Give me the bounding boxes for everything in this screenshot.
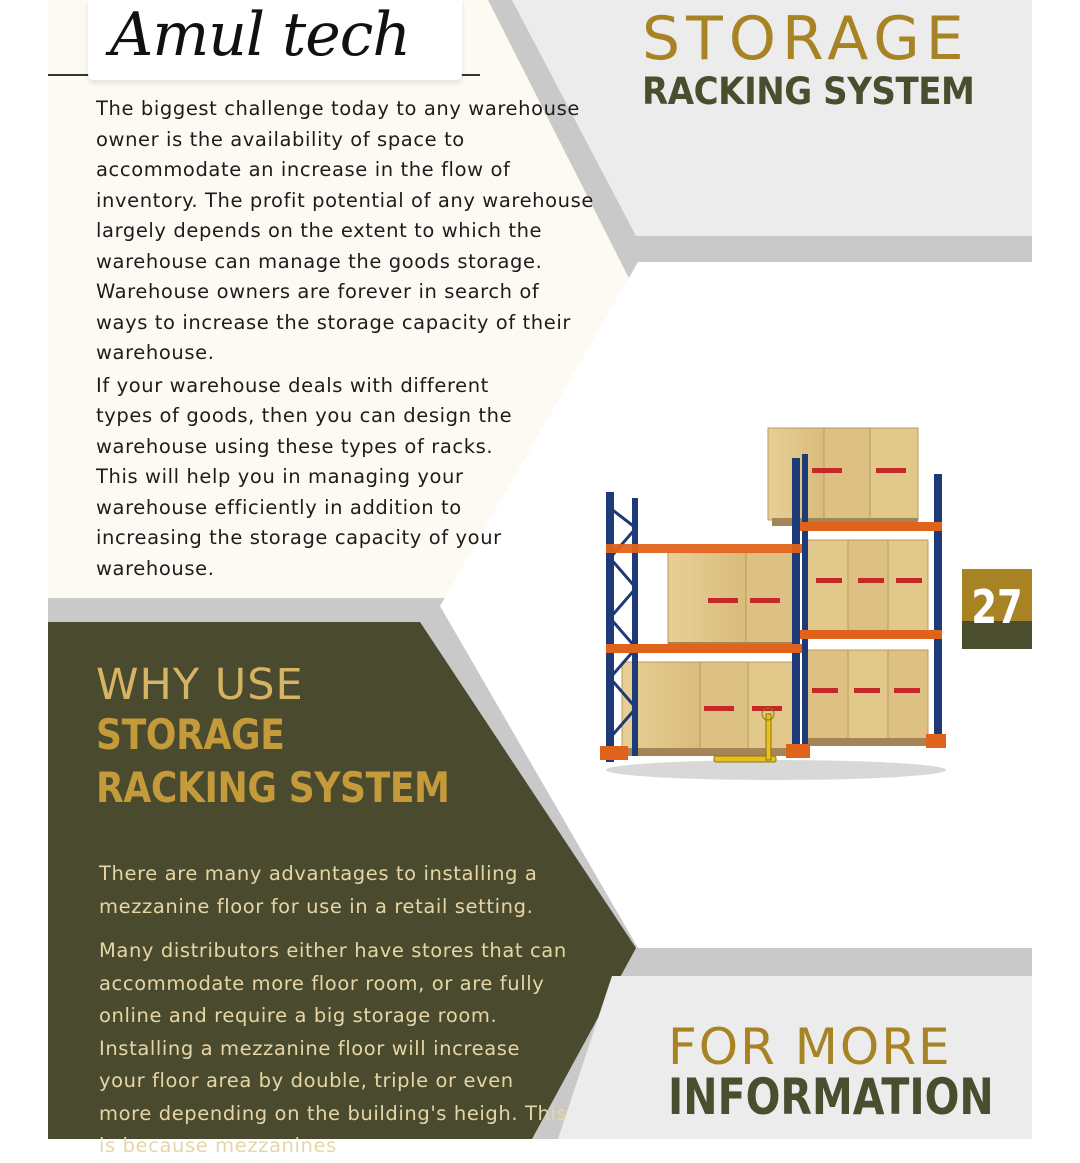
brand-logo-text: Amul tech — [110, 0, 410, 70]
page-title-line1: STORAGE — [642, 4, 970, 74]
why-paragraph-1: There are many advantages to installing a mezzanine floor for use in a retail setting. — [99, 862, 538, 918]
intro-paragraph-2: If your warehouse deals with different types of goods, then you can design the warehouse using these types of racks. This will help you in managing your warehouse efficiently in addition to increasing the storage capacity of your warehouse. — [96, 373, 513, 580]
boxes-top-row — [768, 428, 918, 526]
page-number-badge — [962, 569, 1032, 649]
page-title-line2: RACKING SYSTEM — [642, 70, 975, 113]
why-paragraph-2: Many distributors either have stores that can accommodate more floor room, or are fully online and require a big storage room. Installing a mezzanine floor will increase your floor area by double, triple or even more depending on the building's heigh. This is because mezzanines — [99, 939, 568, 1157]
intro-text-block — [96, 94, 596, 584]
more-info-heading-line1: FOR MORE — [668, 1018, 952, 1076]
why-heading-line1: WHY USE — [96, 660, 304, 710]
page-number: 27 — [971, 580, 1023, 634]
why-heading-line2: STORAGE — [96, 710, 285, 759]
brand-logo — [88, 0, 462, 80]
why-text-block — [99, 858, 599, 1163]
pallet-racking-illustration — [596, 418, 948, 790]
logo-rule-left — [48, 74, 90, 76]
logo-rule-right — [460, 74, 480, 76]
more-info-heading-line2: INFORMATION — [668, 1068, 994, 1126]
why-heading-line3: RACKING SYSTEM — [96, 763, 450, 812]
intro-paragraph-1: The biggest challenge today to any warehouse owner is the availability of space to accommodate an increase in the flow of inventory. The profit potential of any warehouse largely depends on the extent to which the warehouse can manage the goods storage. Warehouse owners are forever in search of ways to increase the storage capacity of their warehouse. — [96, 97, 594, 364]
boxes-bottom-row — [622, 650, 930, 756]
